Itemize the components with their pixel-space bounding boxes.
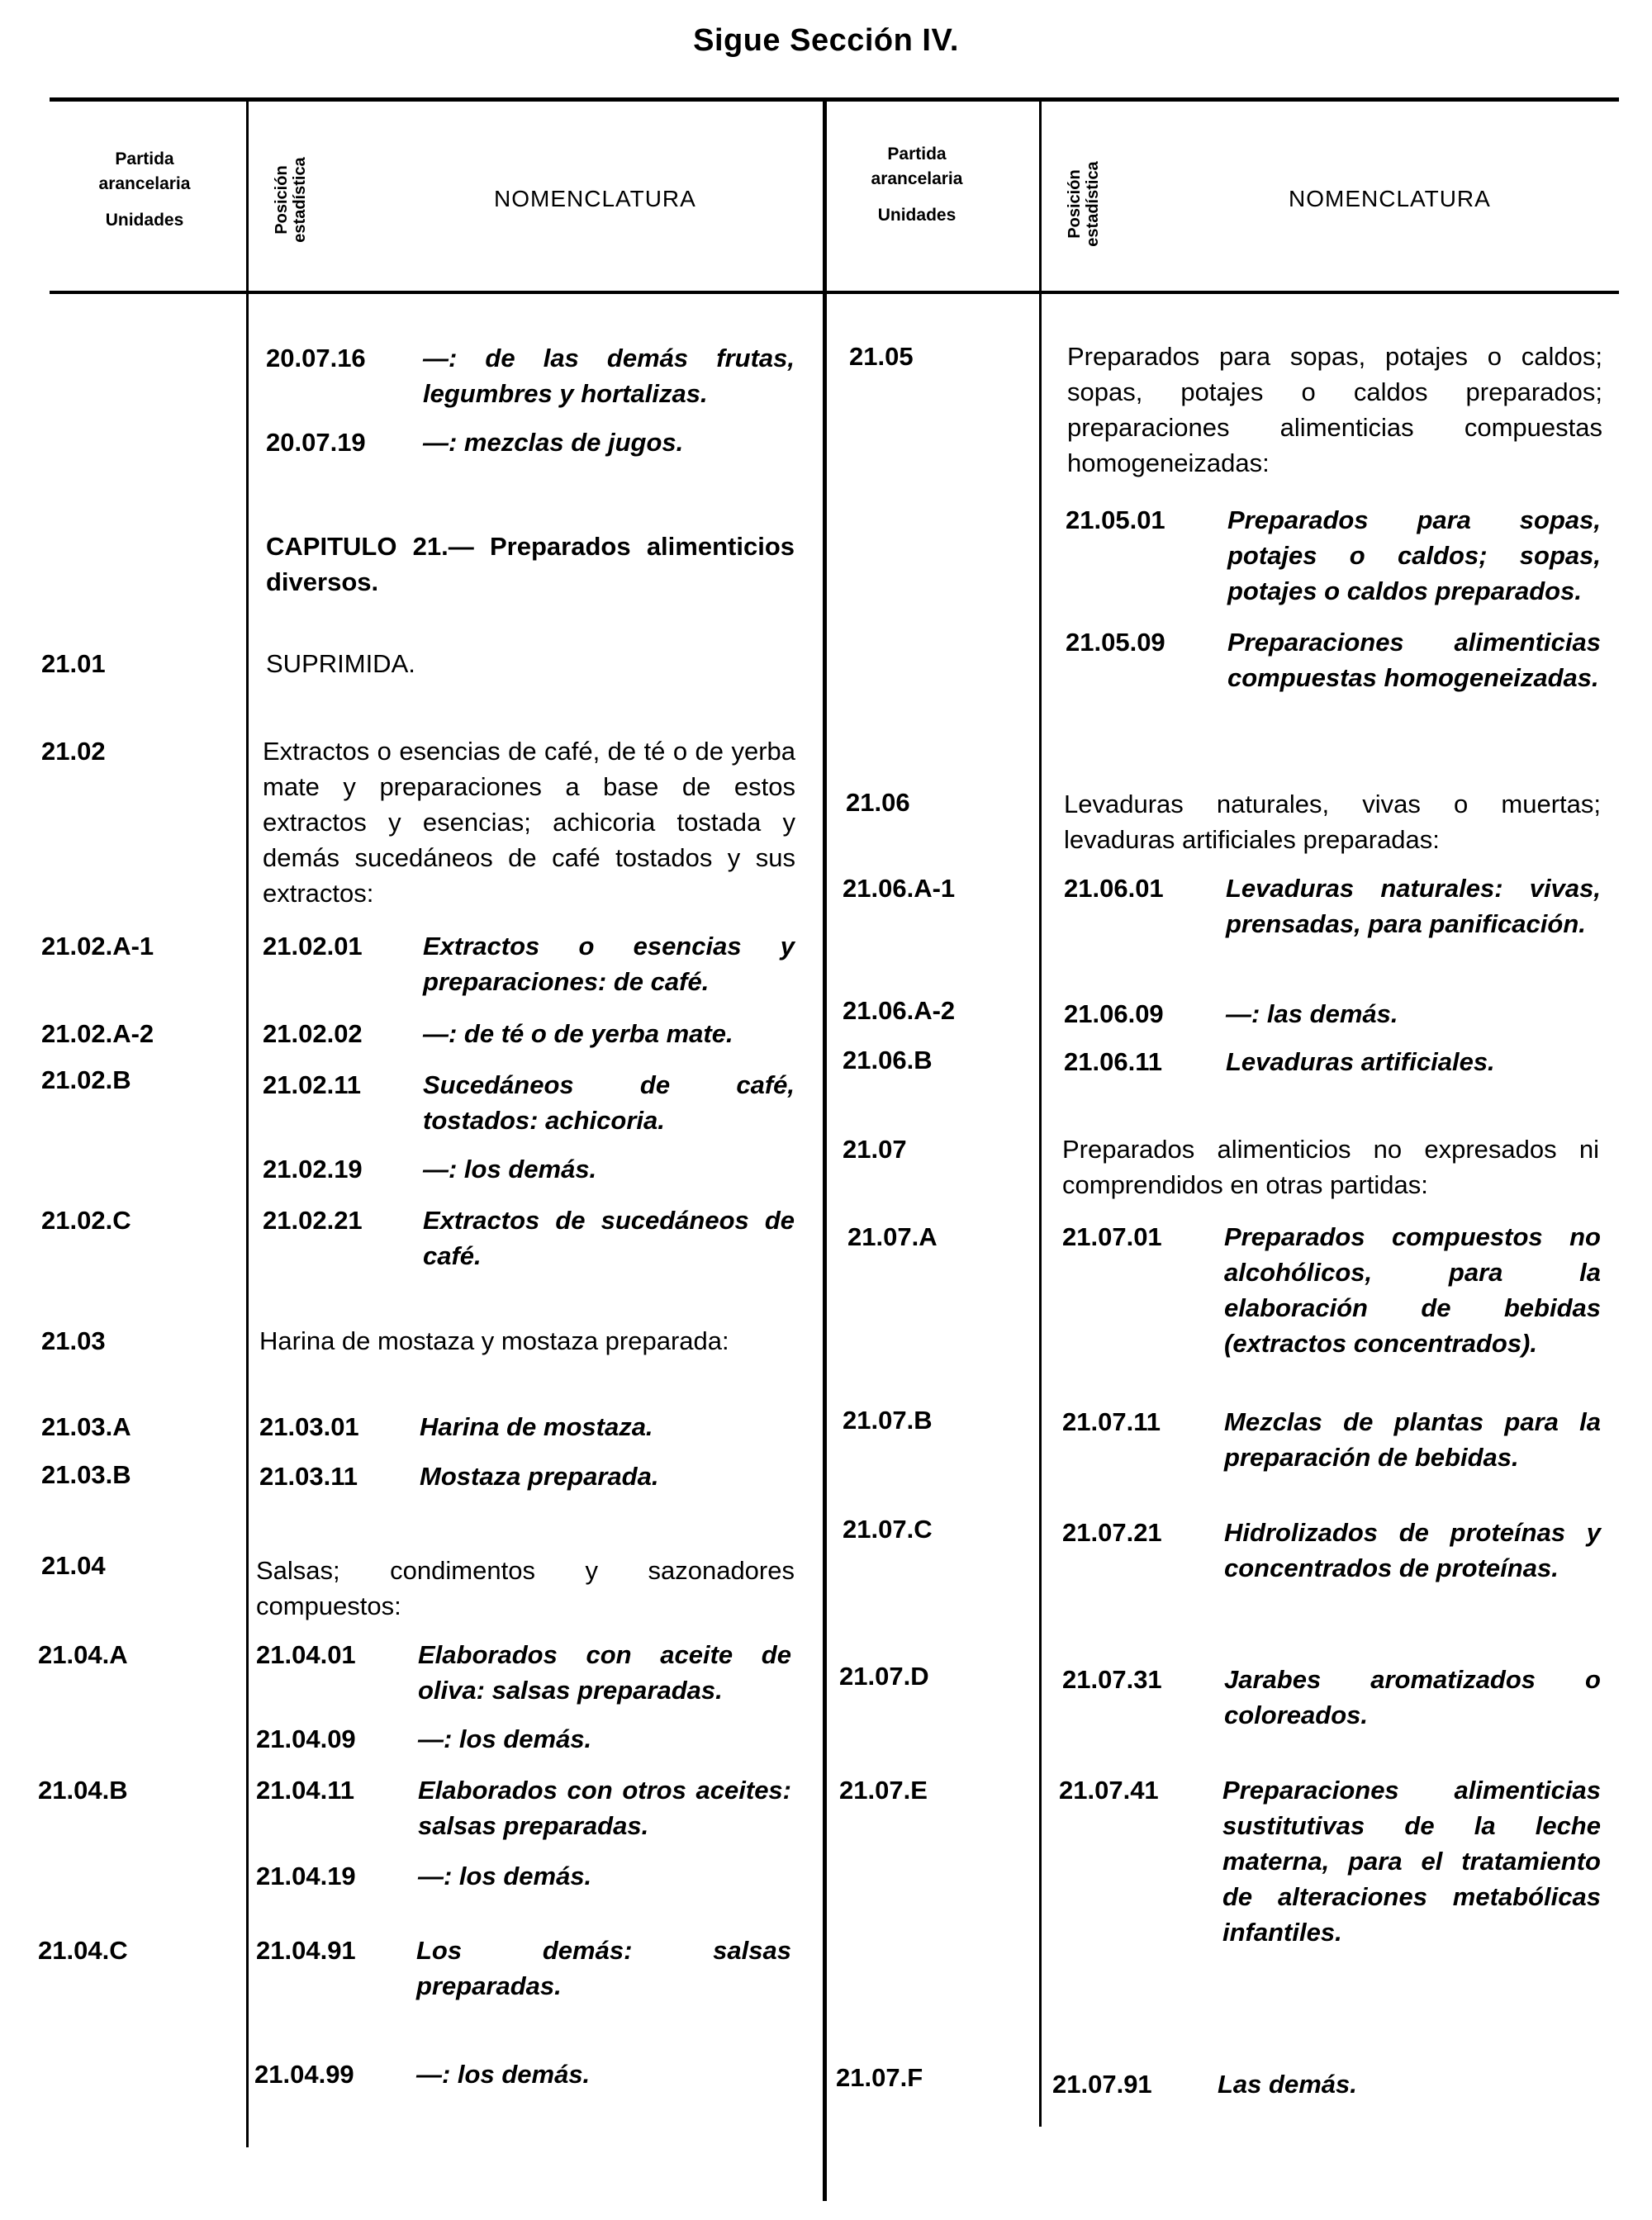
pos-code: 21.02.21	[263, 1206, 363, 1235]
partida-code: 21.02	[41, 737, 106, 766]
entry-text: —: mezclas de jugos.	[423, 428, 684, 457]
pos-code: 21.04.91	[256, 1936, 356, 1965]
header-partida-line: Partida	[887, 145, 947, 164]
pos-code: 21.06.11	[1064, 1047, 1162, 1076]
partida-code: 21.07.A	[847, 1222, 938, 1251]
entry-text: Preparaciones alimenticias compuestas homogeneizadas.	[1227, 628, 1601, 692]
pos-code: 21.07.01	[1062, 1222, 1162, 1251]
entry-text: Levaduras artificiales.	[1226, 1047, 1495, 1076]
entry-text: Hidrolizados de proteínas y concentrados de proteínas.	[1224, 1518, 1601, 1582]
partida-code: 21.05	[849, 342, 914, 371]
pos-code: 21.04.19	[256, 1862, 356, 1890]
partida-code: 21.06.B	[843, 1046, 933, 1074]
entry-text: Preparaciones alimenticias sustitutivas de la leche materna, para el tratamiento de alteraciones metabólicas infantiles.	[1222, 1776, 1601, 1947]
pos-code: 21.02.02	[263, 1019, 363, 1048]
chapter-heading: CAPITULO 21.— Preparados alimenticios diversos.	[266, 532, 795, 596]
partida-code: 21.03	[41, 1326, 106, 1355]
partida-code: 21.02.B	[41, 1065, 131, 1094]
column-divider	[1039, 99, 1042, 2127]
pos-code: 21.07.11	[1062, 1407, 1161, 1436]
partida-code: 21.02.A-1	[41, 932, 154, 961]
pos-code: 21.04.11	[256, 1776, 354, 1805]
header-partida-line: Unidades	[105, 211, 184, 230]
partida-code: 21.04.B	[38, 1776, 128, 1805]
entry-text: Elaborados con aceite de oliva: salsas preparadas.	[418, 1640, 791, 1705]
pos-code: 21.02.01	[263, 932, 363, 961]
partida-code: 21.04	[41, 1551, 106, 1580]
entry-text: Elaborados con otros aceites: salsas preparadas.	[418, 1776, 791, 1840]
pos-code: 21.05.01	[1066, 505, 1165, 534]
entry-text: SUPRIMIDA.	[266, 649, 415, 678]
entry-text: —: los demás.	[418, 1724, 592, 1753]
entry-text: Jarabes aromatizados o coloreados.	[1224, 1665, 1601, 1729]
entry-text: —: de las demás frutas, legumbres y hortalizas.	[423, 344, 795, 408]
partida-code: 21.07	[843, 1135, 907, 1164]
pos-code: 21.04.09	[256, 1724, 356, 1753]
pos-code: 21.05.09	[1066, 628, 1165, 657]
partida-code: 21.07.D	[839, 1662, 929, 1691]
entry-text: Preparados compuestos no alcohólicos, para la elaboración de bebidas (extractos concentrados).	[1224, 1222, 1601, 1358]
pos-code: 21.07.31	[1062, 1665, 1162, 1694]
partida-code: 21.02.A-2	[41, 1019, 154, 1048]
entry-text: —: los demás.	[423, 1155, 597, 1184]
entry-text: Sucedáneos de café, tostados: achicoria.	[423, 1070, 795, 1135]
entry-text: —: los demás.	[416, 2060, 591, 2089]
partida-code: 21.04.A	[38, 1640, 128, 1669]
entry-text: Harina de mostaza y mostaza preparada:	[259, 1326, 729, 1355]
partida-code: 21.07.B	[843, 1406, 933, 1435]
header-posicion	[273, 134, 309, 266]
table-header-rule	[50, 291, 1619, 294]
header-partida	[826, 142, 1008, 228]
entry-text: Preparados alimenticios no expresados ni comprendidos en otras partidas:	[1062, 1135, 1599, 1199]
pos-code: 21.03.11	[259, 1462, 358, 1491]
entry-text: Preparados para sopas, potajes o caldos; sopas, potajes o caldos preparados; preparaciones alimenticias compuestas homogeneizadas:	[1067, 342, 1602, 477]
entry-text: Extractos de sucedáneos de café.	[423, 1206, 795, 1270]
partida-code: 21.01	[41, 649, 106, 678]
entry-text: Extractos o esencias de café, de té o de yerba mate y preparaciones a base de estos extractos y esencias; achicoria tostada y demás sucedáneos de café tostados y sus extractos:	[263, 737, 795, 908]
pos-code: 21.06.01	[1064, 874, 1164, 903]
pos-code: 21.07.91	[1052, 2070, 1152, 2099]
entry-text: —: los demás.	[418, 1862, 592, 1890]
entry-text: Levaduras naturales: vivas, prensadas, para panificación.	[1226, 874, 1601, 938]
header-partida-line: arancelaria	[871, 169, 963, 188]
entry-text: Preparados para sopas, potajes o caldos; sopas, potajes o caldos preparados.	[1227, 505, 1601, 605]
pos-code: 20.07.19	[266, 428, 366, 457]
pos-code: 21.02.19	[263, 1155, 363, 1184]
header-partida-line: arancelaria	[98, 174, 191, 193]
entry-text: Extractos o esencias y preparaciones: de café.	[423, 932, 795, 996]
partida-code: 21.07.C	[843, 1515, 933, 1544]
partida-code: 21.03.A	[41, 1412, 131, 1441]
partida-code: 21.07.F	[836, 2063, 923, 2092]
entry-text: —: de té o de yerba mate.	[423, 1019, 733, 1048]
header-partida	[62, 147, 227, 233]
header-partida-line: Partida	[115, 149, 174, 168]
pos-code: 21.06.09	[1064, 999, 1164, 1028]
partida-code: 21.06.A-2	[843, 996, 956, 1025]
entry-text: Harina de mostaza.	[420, 1412, 653, 1441]
partida-code: 21.06.A-1	[843, 874, 956, 903]
pos-code: 21.03.01	[259, 1412, 359, 1441]
header-posicion-line: estadística	[1084, 161, 1102, 247]
table-top-rule	[50, 97, 1619, 102]
header-posicion-line: Posición	[273, 165, 291, 235]
header-posicion	[1066, 138, 1102, 270]
page-title: Sigue Sección IV.	[693, 23, 959, 58]
header-partida-line: Unidades	[877, 206, 957, 225]
pos-code: 21.02.11	[263, 1070, 361, 1099]
pos-code: 21.07.41	[1059, 1776, 1159, 1805]
entry-text: —: las demás.	[1226, 999, 1398, 1028]
entry-text: Las demás.	[1218, 2070, 1357, 2099]
entry-text: Levaduras naturales, vivas o muertas; levaduras artificiales preparadas:	[1064, 790, 1601, 854]
header-nomenclatura: NOMENCLATURA	[494, 186, 696, 211]
entry-text: Salsas; condimentos y sazonadores compuestos:	[256, 1556, 795, 1620]
header-posicion-line: Posición	[1066, 169, 1084, 239]
column-divider-center	[823, 99, 827, 2201]
pos-code: 21.04.99	[254, 2060, 354, 2089]
pos-code: 21.07.21	[1062, 1518, 1162, 1547]
partida-code: 21.06	[846, 788, 910, 817]
pos-code: 20.07.16	[266, 344, 366, 372]
pos-code: 21.04.01	[256, 1640, 356, 1669]
entry-text: Mostaza preparada.	[420, 1462, 659, 1491]
partida-code: 21.02.C	[41, 1206, 131, 1235]
partida-code: 21.03.B	[41, 1460, 131, 1489]
entry-text: Mezclas de plantas para la preparación de bebidas.	[1224, 1407, 1601, 1472]
header-nomenclatura: NOMENCLATURA	[1289, 186, 1491, 211]
partida-code: 21.07.E	[839, 1776, 928, 1805]
header-posicion-line: estadística	[291, 157, 309, 243]
partida-code: 21.04.C	[38, 1936, 128, 1965]
entry-text: Los demás: salsas preparadas.	[416, 1936, 791, 2000]
column-divider	[246, 99, 249, 2147]
